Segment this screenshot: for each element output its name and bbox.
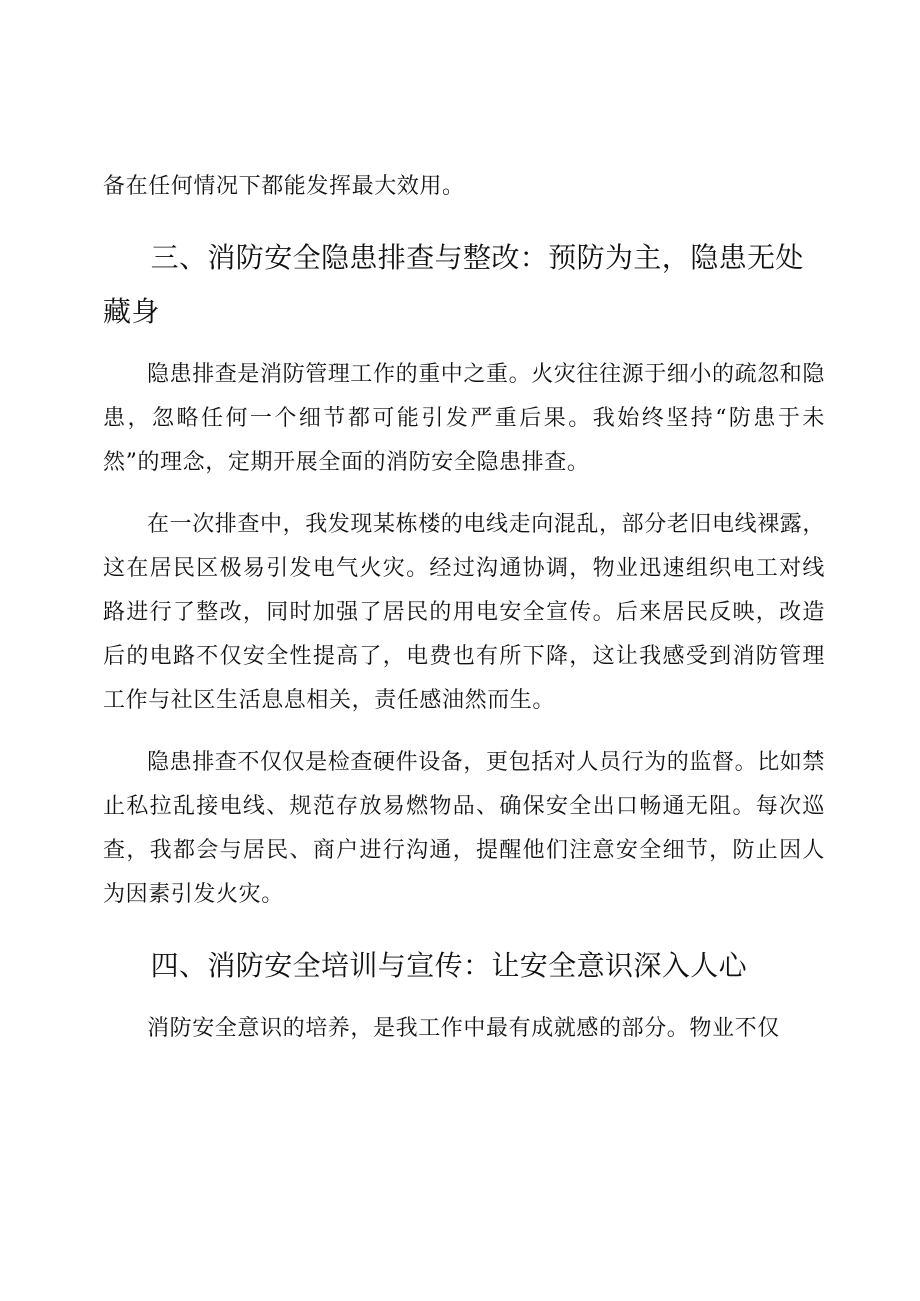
spacer xyxy=(103,485,825,503)
section-4-heading: 四、消防安全培训与宣传：让安全意识深入人心 xyxy=(150,949,747,982)
spacer xyxy=(103,209,825,231)
document-body xyxy=(103,165,825,1051)
section-4-paragraph-1: 消防安全意识的培养，是我工作中最有成就感的部分。物业不仅 xyxy=(147,1016,780,1041)
section-3-paragraph-3: 隐患排查不仅仅是检查硬件设备，更包括对人员行为的监督。比如禁止私拉乱接电线、规范存放易燃物品、确保安全出口畅通无阻。每次巡查，我都会与居民、商户进行沟通，提醒他们注意安全细节，防止因人为因素引发火灾。 xyxy=(103,750,826,907)
continuation-paragraph: 备在任何情况下都能发挥最大效用。 xyxy=(103,174,465,199)
section-3-paragraph-2: 在一次排查中，我发现某栋楼的电线走向混乱，部分老旧电线裸露，这在居民区极易引发电气火灾。经过沟通协调，物业迅速组织电工对线路进行了整改，同时加强了居民的用电安全宣传。后来居民反映，改造后的电路不仅安全性提高了，电费也有所下降，这让我感受到消防管理工作与社区生活息息相关，责任感油然而生。 xyxy=(103,512,826,713)
spacer xyxy=(103,917,825,939)
spacer xyxy=(103,339,825,353)
section-3-heading: 三、消防安全隐患排查与整改：预防为主，隐患无处藏身 xyxy=(103,241,804,328)
spacer xyxy=(103,993,825,1007)
spacer xyxy=(103,723,825,741)
section-3-paragraph-1: 隐患排查是消防管理工作的重中之重。火灾往往源于细小的疏忽和隐患，忽略任何一个细节都可能引发严重后果。我始终坚持“防患于未然”的理念，定期开展全面的消防安全隐患排查。 xyxy=(103,362,826,475)
